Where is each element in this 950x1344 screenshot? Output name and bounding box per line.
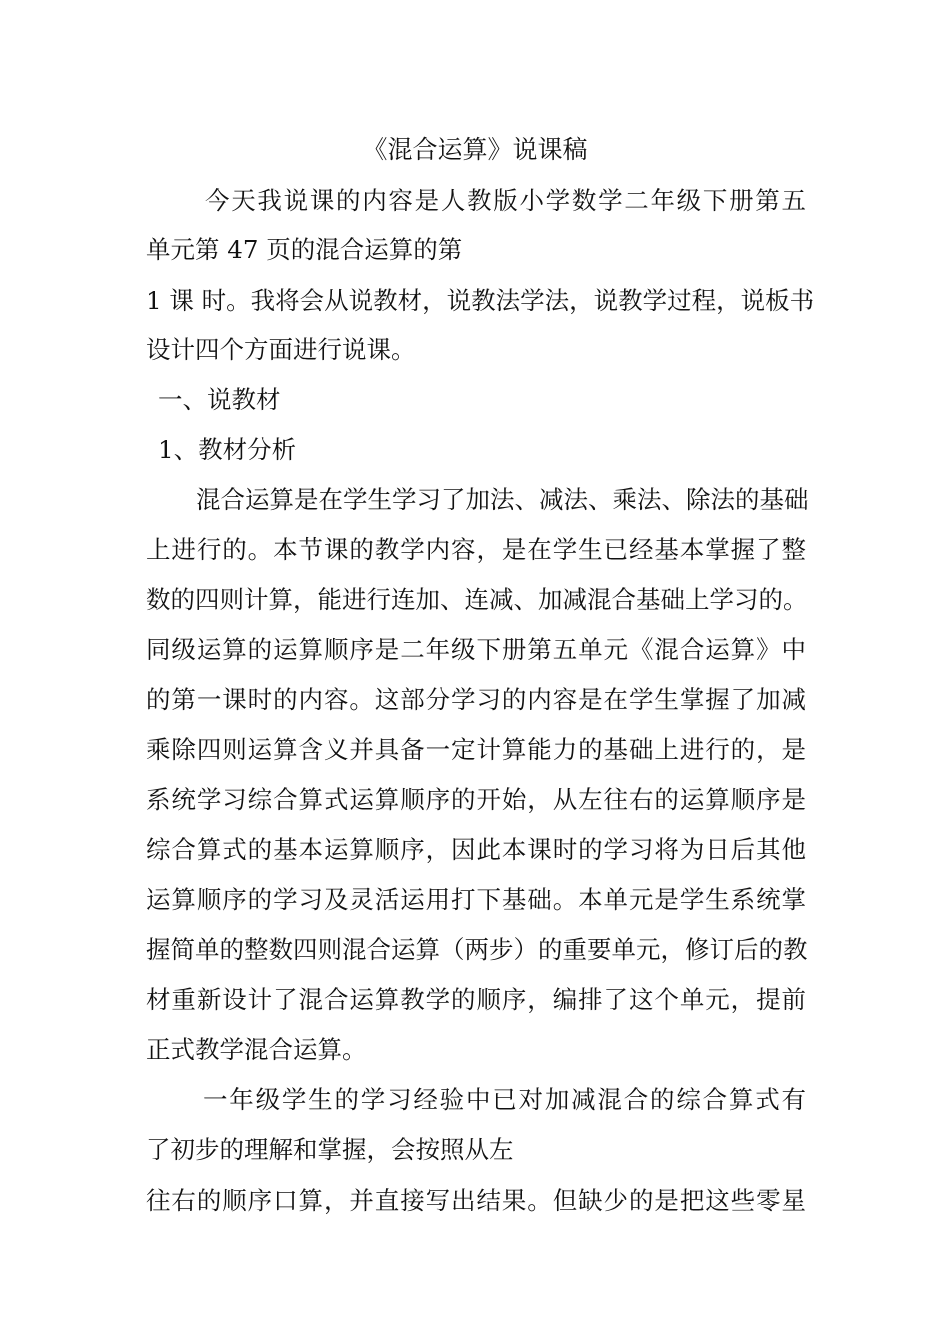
paragraph-line: 握简单的整数四则混合运算（两步）的重要单元，修订后的教	[146, 935, 808, 964]
paragraph-line: 的第一课时的内容。这部分学习的内容是在学生掌握了加减	[146, 685, 806, 714]
paragraph-line: 上进行的。本节课的教学内容，是在学生已经基本掌握了整	[146, 535, 806, 564]
paragraph-line: 数的四则计算，能进行连加、连减、加减混合基础上学习的。	[146, 585, 808, 614]
paragraph-line: 一年级学生的学习经验中已对加减混合的综合算式有	[203, 1085, 806, 1114]
paragraph-line: 正式教学混合运算。	[146, 1035, 367, 1064]
paragraph-line: 同级运算的运算顺序是二年级下册第五单元《混合运算》中	[146, 635, 806, 664]
paragraph-line: 今天我说课的内容是人教版小学数学二年级下册第五	[205, 186, 806, 215]
paragraph-line: 单元第 47 页的混合运算的第	[146, 235, 463, 264]
paragraph-line: 材重新设计了混合运算教学的顺序，编排了这个单元，提前	[146, 985, 806, 1014]
paragraph-line: 综合算式的基本运算顺序，因此本课时的学习将为日后其他	[146, 835, 806, 864]
subsection-heading: 1、教材分析	[158, 435, 297, 464]
page-title: 《混合运算》说课稿	[362, 135, 588, 164]
paragraph-line: 运算顺序的学习及灵活运用打下基础。本单元是学生系统掌	[146, 885, 806, 914]
paragraph-line: 1 课 时。我将会从说教材，说教法学法，说教学过程，说板书	[146, 286, 815, 315]
section-heading: 一、说教材	[158, 385, 281, 414]
paragraph-line: 设计四个方面进行说课。	[146, 335, 416, 364]
paragraph-line: 系统学习综合算式运算顺序的开始，从左往右的运算顺序是	[146, 785, 806, 814]
paragraph-line: 了初步的理解和掌握，会按照从左	[146, 1135, 514, 1164]
paragraph-line: 混合运算是在学生学习了加法、减法、乘法、除法的基础	[196, 485, 809, 514]
paragraph-line: 往右的顺序口算，并直接写出结果。但缺少的是把这些零星	[146, 1186, 806, 1215]
paragraph-line: 乘除四则运算含义并具备一定计算能力的基础上进行的，是	[146, 735, 806, 764]
